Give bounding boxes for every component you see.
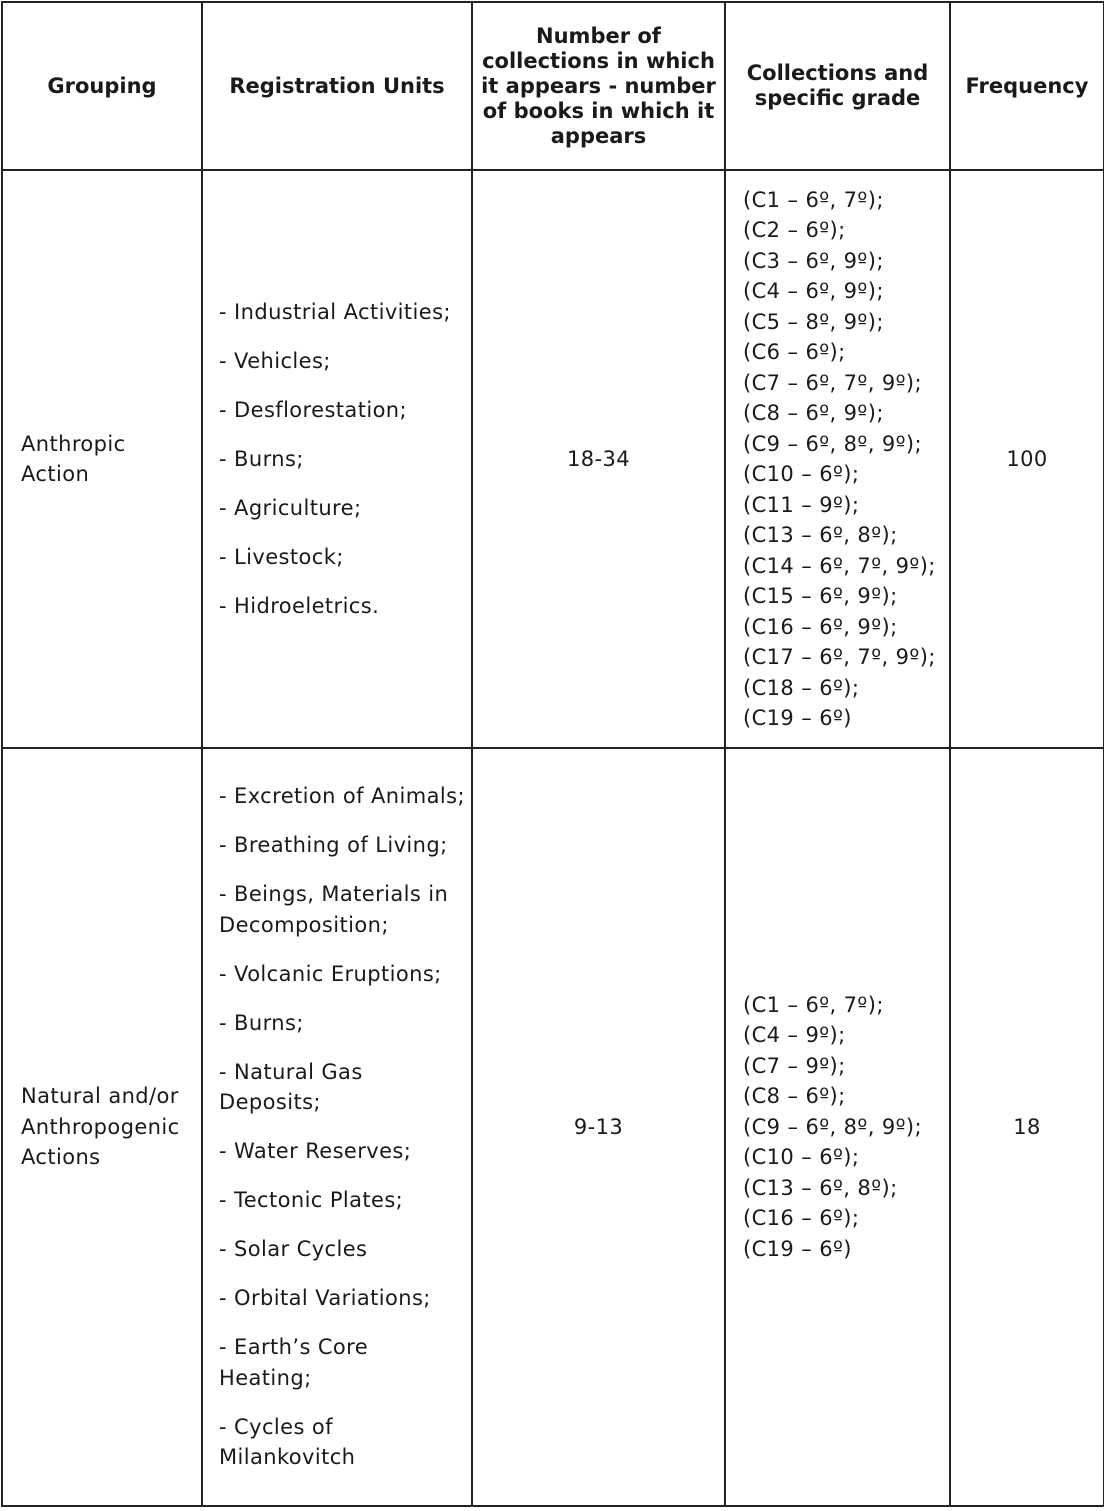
registration-unit: - Breathing of Living; <box>219 833 448 858</box>
registration-unit: - Water Reserves; <box>219 1139 412 1164</box>
frequency-cell: 100 <box>950 170 1104 748</box>
table-row <box>2 170 1104 748</box>
table-row <box>2 748 1104 1506</box>
collection-entry: (C7 – 6º, 7º, 9º); <box>743 370 923 395</box>
data-table <box>1 1 1104 1507</box>
collection-entry: (C16 – 6º); <box>743 1206 860 1231</box>
collection-entry: (C9 – 6º, 8º, 9º); <box>743 431 923 456</box>
collections-cell <box>725 748 950 1506</box>
registration-unit: - Natural Gas Deposits; <box>219 1059 363 1115</box>
collection-entry: (C7 – 9º); <box>743 1053 846 1078</box>
registration-unit: - Agriculture; <box>219 495 362 520</box>
registration-unit: - Cycles of Milankovitch <box>219 1414 356 1470</box>
collection-entry: (C17 – 6º, 7º, 9º); <box>743 645 936 669</box>
collection-entry: (C15 – 6º, 9º); <box>743 584 898 608</box>
units-cell <box>202 748 472 1506</box>
collection-entry: (C18 – 6º); <box>743 675 860 700</box>
collection-entry: (C13 – 6º, 8º); <box>743 523 898 547</box>
registration-unit: - Hidroeletrics. <box>219 593 380 618</box>
header-collection-count: Number of collections in which it appears - number of books in which it appears <box>472 2 725 170</box>
collection-entry: (C8 – 6º, 9º); <box>743 401 884 425</box>
registration-unit: - Vehicles; <box>219 348 331 373</box>
collection-entry: (C19 – 6º) <box>743 706 852 730</box>
collection-entry: (C10 – 6º); <box>743 1145 860 1170</box>
collection-entry: (C1 – 6º, 7º); <box>743 992 884 1017</box>
collection-entry: (C2 – 6º); <box>743 218 846 242</box>
frequency-cell: 18 <box>950 748 1104 1506</box>
registration-unit: - Excretion of Animals; <box>219 784 465 809</box>
count-cell: 9-13 <box>472 748 725 1506</box>
header-registration-units: Registration Units <box>202 2 472 170</box>
registration-unit: - Industrial Activities; <box>219 299 451 324</box>
header-frequency: Frequency <box>950 2 1104 170</box>
collections-cell <box>725 170 950 748</box>
registration-unit: - Earth’s Core Heating; <box>219 1335 369 1390</box>
header-collections-grade: Collections and specific grade <box>725 2 950 170</box>
collection-entry: (C10 – 6º); <box>743 462 860 486</box>
registration-unit: - Tectonic Plates; <box>219 1188 404 1213</box>
registration-unit: - Livestock; <box>219 544 344 569</box>
collection-entry: (C1 – 6º, 7º); <box>743 187 884 212</box>
collection-entry: (C8 – 6º); <box>743 1084 846 1109</box>
collection-entry: (C3 – 6º, 9º); <box>743 248 884 273</box>
registration-unit: - Solar Cycles <box>219 1237 368 1262</box>
grouping-cell: Natural and/or Anthropogenic Actions <box>2 748 202 1506</box>
header-row <box>2 2 1104 170</box>
collection-entry: (C11 – 9º); <box>743 492 860 517</box>
registration-unit: - Volcanic Eruptions; <box>219 961 442 986</box>
registration-unit: - Beings, Materials in Decomposition; <box>219 882 449 937</box>
collection-entry: (C4 – 9º); <box>743 1023 846 1048</box>
collection-entry: (C6 – 6º); <box>743 340 846 364</box>
collection-entry: (C19 – 6º) <box>743 1236 852 1261</box>
registration-unit: - Desflorestation; <box>219 397 407 422</box>
registration-unit: - Burns; <box>219 1010 304 1035</box>
registration-unit: - Orbital Variations; <box>219 1286 431 1311</box>
collection-entry: (C16 – 6º, 9º); <box>743 614 898 639</box>
collection-entry: (C9 – 6º, 8º, 9º); <box>743 1114 923 1139</box>
header-grouping: Grouping <box>2 2 202 170</box>
collection-entry: (C5 – 8º, 9º); <box>743 309 884 334</box>
grouping-cell: Anthropic Action <box>2 170 202 748</box>
count-cell: 18-34 <box>472 170 725 748</box>
units-cell <box>202 170 472 748</box>
collection-entry: (C13 – 6º, 8º); <box>743 1175 898 1200</box>
registration-unit: - Burns; <box>219 446 304 471</box>
collection-entry: (C14 – 6º, 7º, 9º); <box>743 553 936 578</box>
collection-entry: (C4 – 6º, 9º); <box>743 279 884 303</box>
